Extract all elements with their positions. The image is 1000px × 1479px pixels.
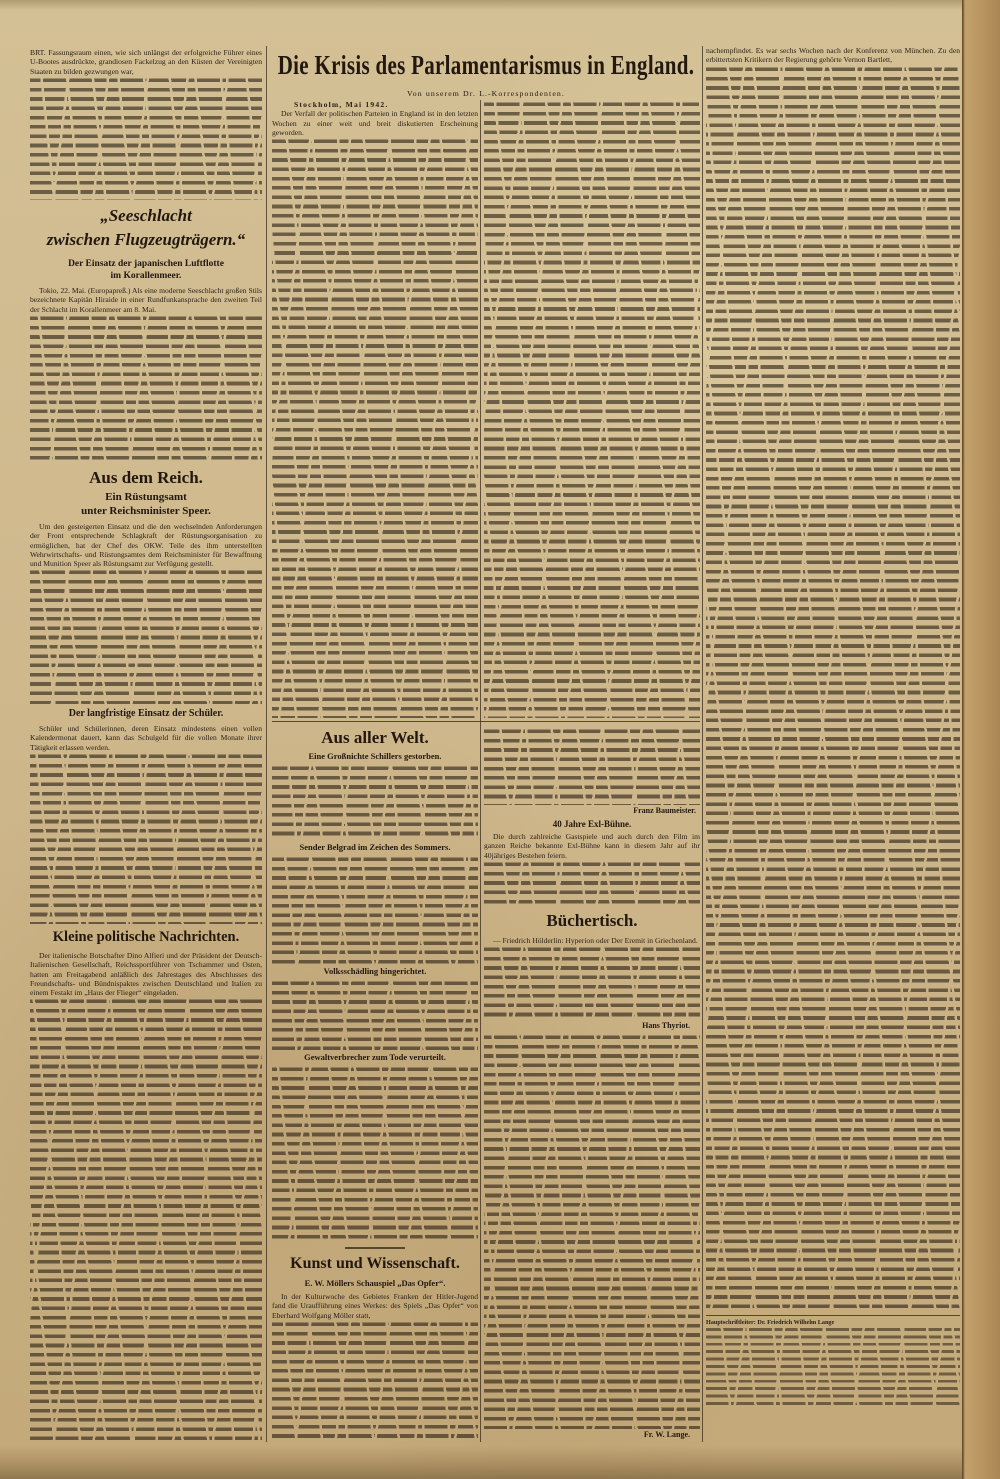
article-body bbox=[30, 724, 262, 924]
article-text: nachempfindet. Es war sechs Wochen nach der Konferenz von München. Zu den erbittertsten Kritikern der Regierung gehörte Vernon Bartlett, bbox=[706, 46, 960, 65]
subheadline: Volksschädling hingerichtet. bbox=[323, 966, 427, 976]
article-body bbox=[30, 951, 262, 1440]
article-body bbox=[30, 522, 262, 704]
body-text-lines bbox=[484, 100, 700, 718]
adjacent-page-edge bbox=[962, 0, 1000, 1479]
article-text: Schüler und Schülerinnen, deren Einsatz mindestens einen vollen Kalendermonat dauert, kann das Schulgeld für die vollen Monate ihrer Tätigkeit erlassen werden. bbox=[30, 724, 262, 752]
body-text-lines bbox=[272, 1065, 478, 1243]
article-body bbox=[30, 286, 262, 464]
article-text: — Friedrich Hölderlin: Hyperion oder Der Eremit in Griechenland. bbox=[493, 936, 698, 945]
main-headline: Die Krisis des Parlamentarismus in England. bbox=[277, 49, 695, 81]
section-title-reich: Aus dem Reich. bbox=[89, 468, 203, 487]
article-body bbox=[484, 1033, 700, 1429]
paper-top-edge bbox=[0, 0, 962, 10]
headline-line: zwischen Flugzeugträgern.“ bbox=[46, 230, 246, 249]
subheadline: E. W. Möllers Schauspiel „Das Opfer“. bbox=[304, 1278, 446, 1288]
article-body bbox=[272, 1292, 478, 1440]
subheadline: 40 Jahre Exl-Bühne. bbox=[552, 819, 632, 829]
article-body bbox=[272, 979, 478, 1050]
body-text-lines bbox=[30, 568, 262, 704]
headline-line: Ein Rüstungsamt bbox=[105, 491, 187, 503]
main-article-body bbox=[484, 100, 700, 718]
body-text-lines bbox=[30, 997, 262, 1440]
imprint-text: Hauptschriftleiter: Dr. Friedrich Wilhelm Lange bbox=[706, 1319, 835, 1326]
body-text-lines bbox=[272, 979, 478, 1050]
byline: Von unserem Dr. L.-Korrespondenten. bbox=[407, 89, 565, 98]
body-text-lines bbox=[484, 860, 700, 906]
author-signature: Franz Baumeister. bbox=[633, 806, 696, 815]
article-text: In der Kulturwoche des Gebietes Franken der Hitler-Jugend fand die Uraufführung eines Werkes: des Spiels „Das Opfer“ von Eberhard Wolfgang Möller statt, bbox=[272, 1292, 478, 1320]
column-rule bbox=[480, 100, 481, 1442]
imprint bbox=[706, 1319, 960, 1409]
subheadline-line: Der Einsatz der japanischen Luftflotte bbox=[68, 259, 224, 269]
article-text: Tokio, 22. Mai. (Europapreß.) Als eine moderne Seeschlacht großen Stils bezeichnete Kapitän Hiraide in einer Rundfunkansprache den zweiten Teil der Schlacht im Korallenmeer am 8. Mai. bbox=[30, 286, 262, 314]
section-title-politics: Kleine politische Nachrichten. bbox=[52, 929, 240, 945]
article-body bbox=[272, 1065, 478, 1243]
body-text-lines bbox=[30, 752, 262, 924]
body-text-lines bbox=[30, 314, 262, 464]
body-text-lines bbox=[272, 855, 478, 964]
body-text-lines bbox=[272, 1320, 478, 1440]
author-signature: Fr. W. Lange. bbox=[643, 1430, 690, 1439]
headline-line: unter Reichsminister Speer. bbox=[81, 504, 211, 517]
subheadline-air-fleet bbox=[30, 259, 262, 283]
article-text: Um den gesteigerten Einsatz und die den wechselnden Anforderungen der Front entsprechende Schlagkraft der Rüstungsorganisation zu ermöglichen, hat der Chef des OKW. Teile des ihm unterstellten Wehrwirtschafts- und Rüstungsamtes dem Reichsminister für Bewaffnung und Munition Speer als Rüstungsamt zur Verfügung gestellt. bbox=[30, 522, 262, 569]
article-text: Die durch zahlreiche Gastspiele und auch durch den Film im ganzen Reiche bekannte Exl-Bühne kann in diesem Jahr auf ihr 40jähriges Bestehen feiern. bbox=[484, 832, 700, 860]
subheadline: Sender Belgrad im Zeichen des Sommers. bbox=[299, 842, 451, 852]
body-text-lines bbox=[30, 76, 262, 200]
section-divider bbox=[345, 1247, 405, 1249]
article-body bbox=[272, 764, 478, 840]
article-text: Der Verfall der politischen Parteien in England ist in den letzten Wochen zu einer weit und breit diskutierten Erscheinung geworden. bbox=[272, 109, 478, 137]
headline-line: „Seeschlacht bbox=[100, 206, 192, 225]
subheadline: Eine Großnichte Schillers gestorben. bbox=[308, 751, 442, 761]
article-body bbox=[484, 936, 700, 1020]
main-article-body bbox=[272, 100, 478, 718]
subheadline: Gewaltverbrecher zum Tode verurteilt. bbox=[304, 1052, 446, 1062]
section-title-arts: Kunst und Wissenschaft. bbox=[290, 1255, 460, 1272]
article-text: Der italienische Botschafter Dino Alfieri und der Präsident der Deutsch-Italienischen Gesellschaft, Reichssportführer von Tschammer und Osten, hatten am Freitagabend anläßlich des Jahrestages des Abschlusses des Freundschafts- und Bündnispaktes zwischen Deutschland und Italien zu einem Festakt im „Haus der Flieger“ eingeladen. bbox=[30, 951, 262, 998]
dateline: Stockholm, Mai 1942. bbox=[294, 100, 389, 109]
article-body bbox=[484, 727, 700, 805]
headline-sea-battle bbox=[30, 204, 262, 256]
imprint-text-lines bbox=[706, 1326, 960, 1409]
body-text-lines bbox=[706, 65, 960, 1312]
headline-students: Der langfristige Einsatz der Schüler. bbox=[68, 708, 224, 719]
body-text-lines bbox=[272, 137, 478, 718]
subheadline-line: im Korallenmeer. bbox=[110, 270, 182, 281]
column-rule bbox=[702, 46, 703, 1442]
paper-bottom-edge bbox=[0, 1446, 962, 1479]
body-text-lines bbox=[484, 945, 700, 1020]
article-body bbox=[272, 855, 478, 964]
section-divider bbox=[272, 721, 700, 722]
body-text-lines bbox=[484, 1033, 700, 1429]
author-signature: Hans Thyriot. bbox=[642, 1021, 690, 1030]
footer-divider bbox=[706, 1315, 960, 1316]
main-article-body bbox=[706, 46, 960, 1312]
section-title-world: Aus aller Welt. bbox=[321, 728, 429, 747]
headline-armament-office bbox=[30, 491, 262, 519]
section-title-books: Büchertisch. bbox=[546, 911, 638, 930]
article-body bbox=[484, 832, 700, 906]
body-text-lines bbox=[272, 764, 478, 840]
article-text: BRT. Fassungsraum einen, wie sich unlängst der erfolgreiche Führer eines U-Bootes ausdrückte, grandiosen Fackelzug an den Küsten der Vereinigten Staaten zu bilden gezwungen war, bbox=[30, 48, 262, 76]
article-body bbox=[30, 48, 262, 200]
body-text-lines bbox=[484, 727, 700, 805]
column-rule bbox=[266, 46, 267, 1442]
